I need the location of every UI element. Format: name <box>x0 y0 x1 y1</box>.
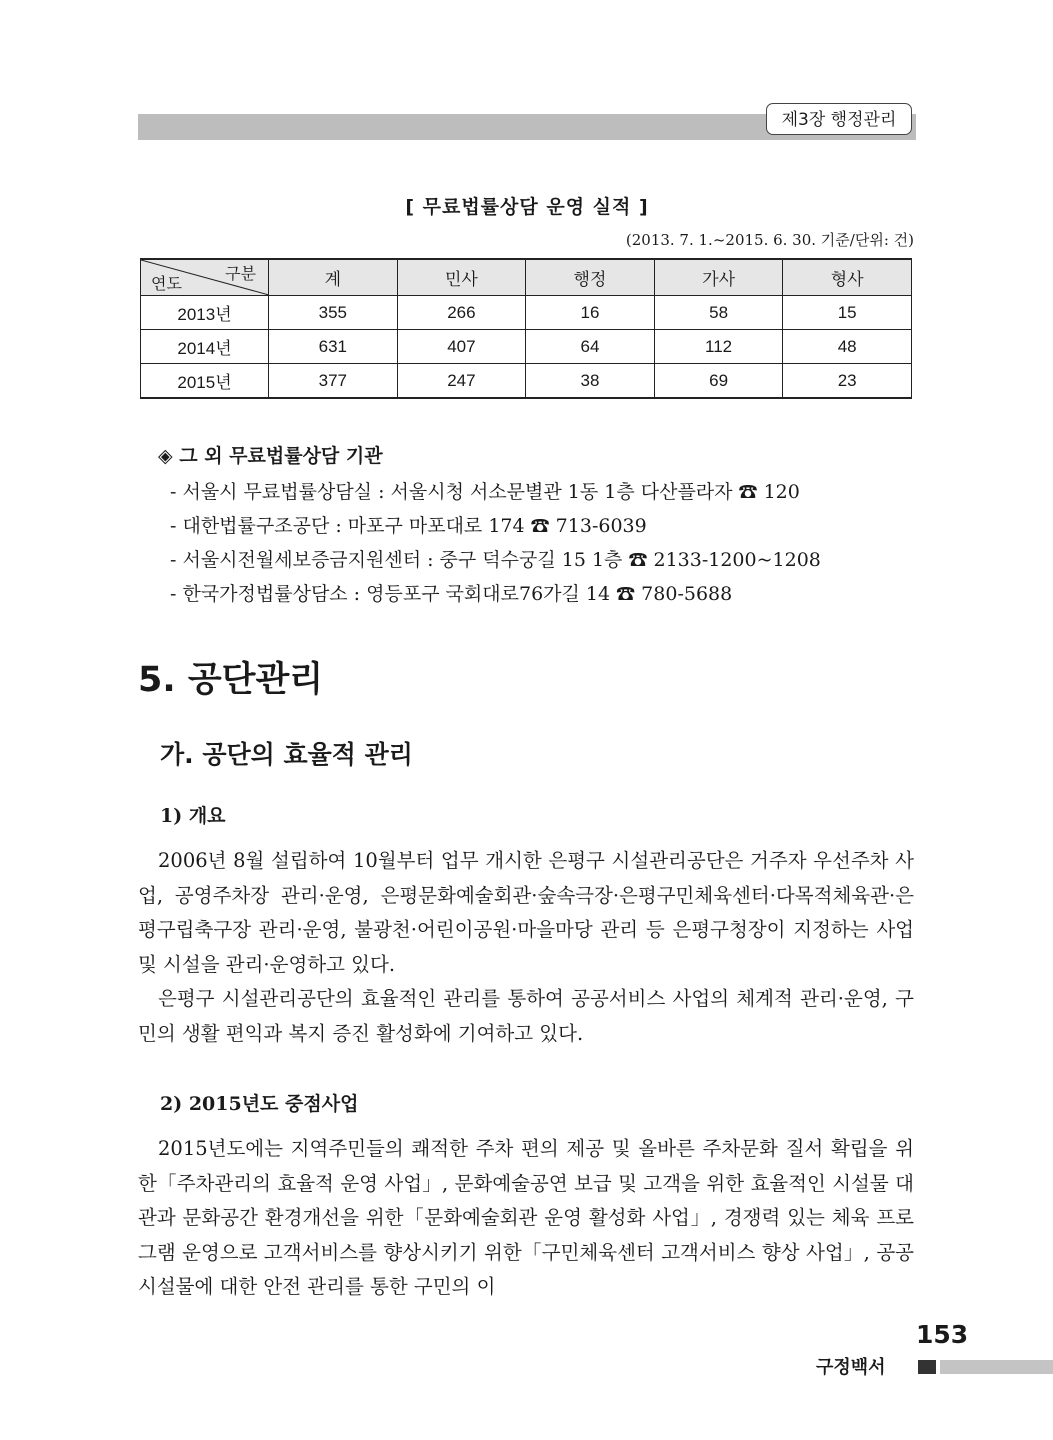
year-cell: 2014년 <box>141 330 269 364</box>
column-header: 행정 <box>526 259 655 296</box>
table-corner-cell <box>141 259 269 296</box>
year-cell: 2013년 <box>141 296 269 330</box>
footer-bar <box>940 1360 1053 1374</box>
table-cell: 247 <box>397 364 526 399</box>
table-row <box>141 364 912 399</box>
table-cell: 112 <box>654 330 783 364</box>
footer-block <box>918 1360 936 1374</box>
key-projects-paragraph <box>138 1132 914 1305</box>
section-title: 5. 공단관리 <box>138 660 324 700</box>
list-item: - 서울시전월세보증금지원센터 : 중구 덕수궁길 15 1층 ☎ 2133-1200~1208 <box>170 549 821 571</box>
table-cell: 355 <box>269 296 398 330</box>
overview-paragraph-1-text: 2006년 8월 설립하여 10월부터 업무 개시한 은평구 시설관리공단은 거주자 우선주차 사업, 공영주차장 관리·운영, 은평문화예술회관·숲속극장·은평구민체육센터·다목적체육관·은평구립축구장 관리·운영, 불광천·어린이공원·마을마당 관리 등 은평구청장이 지정하는 사업 및 시설을 관리·운영하고 있다. <box>138 849 914 976</box>
table-cell: 58 <box>654 296 783 330</box>
table-cell: 266 <box>397 296 526 330</box>
list-item: - 대한법률구조공단 : 마포구 마포대로 174 ☎ 713-6039 <box>170 515 647 537</box>
table-row <box>141 330 912 364</box>
column-header: 민사 <box>397 259 526 296</box>
table-cell: 23 <box>783 364 912 399</box>
table-header-row <box>141 259 912 296</box>
year-cell: 2015년 <box>141 364 269 399</box>
table-cell: 15 <box>783 296 912 330</box>
table-cell: 631 <box>269 330 398 364</box>
key-projects-heading: 2) 2015년도 중점사업 <box>160 1093 359 1115</box>
list-item: - 서울시 무료법률상담실 : 서울시청 서소문별관 1동 1층 다산플라자 ☎ 120 <box>170 481 800 503</box>
other-institutions-heading: ◈ 그 외 무료법률상담 기관 <box>158 445 383 467</box>
book-title: 구정백서 <box>816 1357 886 1378</box>
column-header: 계 <box>269 259 398 296</box>
table-cell: 377 <box>269 364 398 399</box>
column-header: 가사 <box>654 259 783 296</box>
overview-paragraph-1 <box>138 844 914 982</box>
corner-year-label: 연도 <box>151 276 182 293</box>
table-cell: 38 <box>526 364 655 399</box>
table-cell: 407 <box>397 330 526 364</box>
table-row <box>141 296 912 330</box>
corner-category-label: 구분 <box>225 266 256 283</box>
stats-table <box>140 258 912 399</box>
table-note: (2013. 7. 1.~2015. 6. 30. 기준/단위: 건) <box>625 231 914 249</box>
table-cell: 69 <box>654 364 783 399</box>
chapter-tab: 제3장 행정관리 <box>766 103 912 135</box>
overview-paragraph-2-text: 은평구 시설관리공단의 효율적인 관리를 통하여 공공서비스 사업의 체계적 관리·운영, 구민의 생활 편익과 복지 증진 활성화에 기여하고 있다. <box>138 987 914 1045</box>
table-cell: 64 <box>526 330 655 364</box>
subsection-title: 가. 공단의 효율적 관리 <box>160 740 413 769</box>
list-item: - 한국가정법률상담소 : 영등포구 국회대로76가길 14 ☎ 780-5688 <box>170 583 733 605</box>
table-cell: 48 <box>783 330 912 364</box>
table-title: [ 무료법률상담 운영 실적 ] <box>405 196 649 218</box>
column-header: 형사 <box>783 259 912 296</box>
page-number: 153 <box>916 1320 969 1349</box>
table-cell: 16 <box>526 296 655 330</box>
overview-heading: 1) 개요 <box>160 805 226 827</box>
key-projects-paragraph-text: 2015년도에는 지역주민들의 쾌적한 주차 편의 제공 및 올바른 주차문화 질서 확립을 위한「주차관리의 효율적 운영 사업」, 문화예술공연 보급 및 고객을 위한 효율적인 시설물 대관과 문화공간 환경개선을 위한「문화예술회관 운영 활성화 사업」, 경쟁력 있는 체육 프로그램 운영으로 고객서비스를 향상시키기 위한「구민체육센터 고객서비스 향상 사업」, 공공시설물에 대한 안전 관리를 통한 구민의 이 <box>138 1137 914 1298</box>
overview-paragraph-2 <box>138 982 914 1051</box>
